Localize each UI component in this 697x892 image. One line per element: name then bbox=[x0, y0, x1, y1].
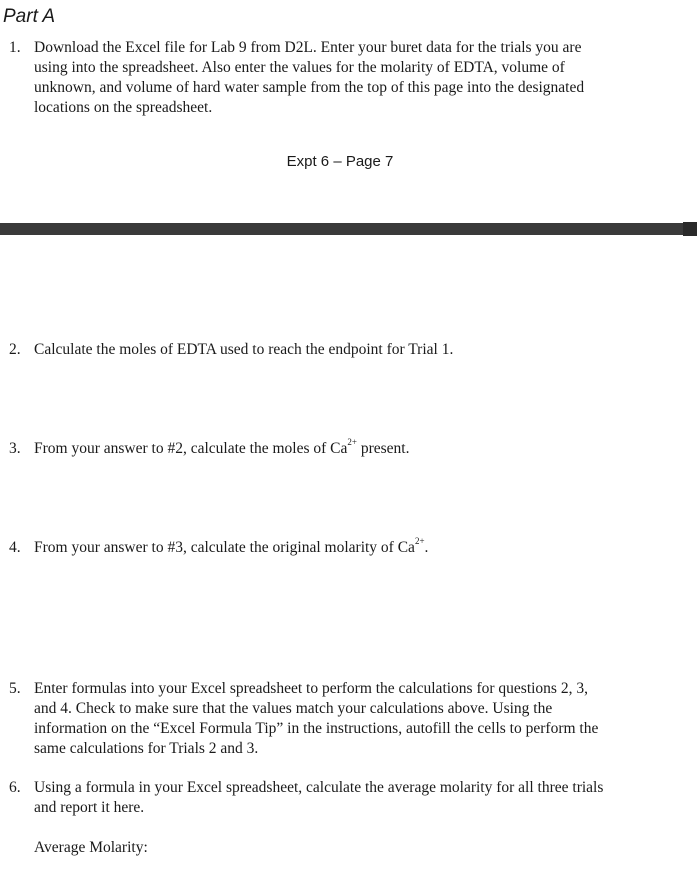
question-line: Download the Excel file for Lab 9 from D2L. Enter your buret data for the trials you are bbox=[34, 39, 582, 56]
question-text bbox=[34, 535, 429, 558]
question-number: 3. bbox=[9, 440, 21, 457]
page-break-edge bbox=[683, 222, 697, 236]
question-text-main: From your answer to #2, calculate the moles of Ca bbox=[34, 440, 348, 457]
question-text-main: From your answer to #3, calculate the original molarity of Ca bbox=[34, 539, 415, 556]
question-line: Using a formula in your Excel spreadsheet, calculate the average molarity for all three trials bbox=[34, 779, 604, 796]
question-text bbox=[34, 778, 603, 818]
part-heading: Part A bbox=[3, 6, 56, 27]
question-text-tail: . bbox=[424, 539, 429, 556]
charge-superscript: 2+ bbox=[414, 535, 425, 546]
question-line: locations on the spreadsheet. bbox=[34, 99, 213, 116]
question-line: Enter formulas into your Excel spreadsheet to perform the calculations for questions 2, 3, bbox=[34, 680, 588, 697]
question-line: information on the “Excel Formula Tip” in the instructions, autofill the cells to perform the bbox=[34, 720, 599, 737]
question-number: 5. bbox=[9, 680, 21, 697]
charge-superscript: 2+ bbox=[347, 436, 357, 447]
page-footer: Expt 6 – Page 7 bbox=[286, 153, 394, 170]
page-break-bar bbox=[0, 223, 697, 235]
average-molarity-label: Average Molarity: bbox=[34, 839, 148, 856]
question-number: 2. bbox=[9, 341, 21, 358]
question-line: unknown, and volume of hard water sample from the top of this page into the designated bbox=[34, 79, 585, 96]
question-number: 6. bbox=[9, 779, 21, 796]
question-line: and 4. Check to make sure that the values match your calculations above. Using the bbox=[34, 700, 553, 717]
question-text bbox=[34, 436, 410, 459]
question-number: 4. bbox=[9, 539, 21, 556]
question-text: Calculate the moles of EDTA used to reach the endpoint for Trial 1. bbox=[34, 341, 454, 358]
question-line: same calculations for Trials 2 and 3. bbox=[34, 740, 259, 757]
question-text bbox=[34, 679, 598, 759]
question-number: 1. bbox=[9, 39, 21, 56]
question-line: using into the spreadsheet. Also enter the values for the molarity of EDTA, volume of bbox=[34, 59, 565, 76]
question-text bbox=[34, 38, 584, 118]
question-line: and report it here. bbox=[34, 799, 145, 816]
question-text-tail: present. bbox=[356, 440, 410, 457]
